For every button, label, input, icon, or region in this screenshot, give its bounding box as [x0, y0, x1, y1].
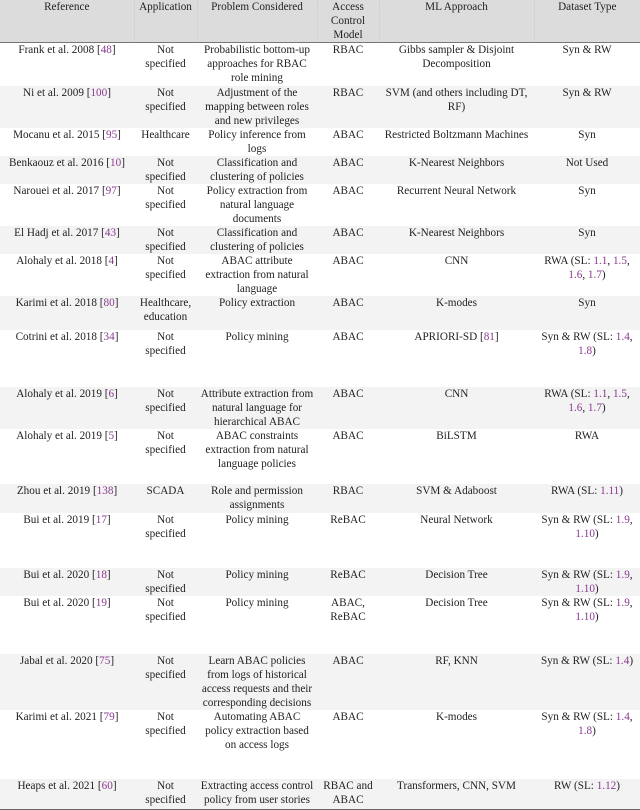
cell-reference: Cotrini et al. 2018 [34] — [15, 330, 119, 343]
reference-name: Heaps et al. 2021 — [17, 779, 96, 792]
table-row — [0, 710, 640, 779]
ml-approach-text: Decision Tree — [425, 596, 488, 609]
citation-link[interactable]: 97 — [105, 184, 117, 197]
cell-access-control-model: ABAC — [332, 128, 364, 141]
cell-reference: Bui et al. 2019 [17] — [23, 513, 111, 526]
table-row — [0, 128, 640, 156]
cell-problem: Policy extraction — [218, 296, 296, 309]
citation-link[interactable]: 34 — [103, 330, 115, 343]
reference-name: Alohaly et al. 2019 — [16, 429, 102, 442]
table-row — [0, 484, 640, 513]
reference-name: Benkaouz et al. 2016 — [9, 156, 104, 169]
cell-application: Not specified — [145, 184, 186, 211]
reference-name: Alohaly et al. 2018 — [16, 254, 102, 267]
cell-access-control-model: ABAC — [332, 710, 364, 723]
cell-dataset-type: Syn & RW (SL: 1.4, 1.8) — [541, 330, 633, 357]
dataset-type-text: Not Used — [565, 156, 609, 169]
cell-ml-approach — [379, 568, 534, 596]
table-row — [0, 387, 640, 429]
dataset-type-text: Syn — [578, 128, 596, 141]
cell-access-control-model: ABAC — [332, 429, 364, 442]
reference-name: Ni et al. 2009 — [23, 86, 84, 99]
citation-link[interactable]: 81 — [483, 330, 495, 343]
cell-application: Not specified — [145, 513, 186, 540]
cell-application: Not specified — [145, 596, 186, 623]
cell-application: Not specified — [145, 44, 186, 70]
cell-application: SCADA — [146, 484, 185, 497]
dataset-type-text: Syn & RW — [541, 710, 591, 723]
cell-reference: Bui et al. 2020 [18] — [23, 568, 111, 581]
cell-dataset-type — [534, 184, 640, 226]
cell-access-control-model: ReBAC — [330, 513, 366, 526]
citation-link[interactable]: 80 — [103, 296, 115, 309]
header-problem: Problem Considered — [197, 0, 317, 43]
section-link[interactable]: 1.1 — [593, 387, 608, 400]
section-link[interactable]: 1.9 — [615, 568, 630, 581]
reference-name: Karimi et al. 2021 — [15, 710, 97, 723]
cell-problem: Adjustment of the mapping between roles and new privileges — [205, 86, 309, 127]
cell-reference: Heaps et al. 2021 [60] — [17, 779, 117, 792]
cell-application: Not specified — [145, 86, 186, 113]
ml-approach-text: SVM (and others including DT, RF) — [385, 86, 528, 113]
cell-dataset-type: Syn & RW (SL: 1.9, 1.10) — [541, 596, 633, 623]
cell-access-control-model: ABAC — [332, 654, 364, 667]
dataset-type-text: RWA — [544, 387, 568, 400]
dataset-type-text: Syn & RW — [541, 596, 591, 609]
citation-link[interactable]: 48 — [100, 44, 112, 56]
cell-application: Not specified — [145, 710, 186, 737]
section-link[interactable]: 1.9 — [615, 596, 630, 609]
cell-problem: Automating ABAC policy extraction based on access logs — [205, 710, 309, 751]
dataset-type-text: RWA — [544, 254, 568, 267]
cell-problem: Role and permission assignments — [211, 484, 303, 511]
cell-ml-approach — [379, 184, 534, 226]
cell-problem: ABAC attribute extraction from natural language — [205, 254, 309, 295]
cell-dataset-type: RWA (SL: 1.1, 1.5, 1.6, 1.7) — [544, 387, 630, 414]
cell-reference: Alohaly et al. 2019 [5] — [16, 429, 118, 442]
cell-ml-approach — [379, 43, 534, 86]
ml-approach-text: Transformers, CNN, SVM — [397, 779, 516, 792]
cell-reference: Bui et al. 2020 [19] — [23, 596, 111, 609]
cell-ml-approach — [379, 226, 534, 254]
cell-problem: Attribute extraction from natural language for hierarchical ABAC — [200, 387, 314, 428]
citation-link[interactable]: 43 — [104, 226, 117, 239]
reference-name: Jabal et al. 2020 — [19, 654, 93, 667]
cell-reference: Ni et al. 2009 [100] — [23, 86, 111, 99]
citation-link[interactable]: 18 — [95, 568, 107, 581]
cell-reference: Alohaly et al. 2018 [4] — [16, 254, 118, 267]
cell-problem: Extracting access control policy from user stories — [200, 779, 314, 806]
cell-access-control-model: ABAC — [332, 330, 364, 343]
header-dataset-type: Dataset Type — [534, 0, 640, 43]
cell-problem: Policy mining — [225, 330, 289, 343]
ml-approach-text: CNN — [444, 387, 469, 400]
cell-application: Not specified — [145, 330, 186, 357]
section-link[interactable]: 1.8 — [578, 344, 593, 357]
table-row — [0, 43, 640, 86]
reference-name: Frank et al. 2008 — [18, 44, 95, 56]
citation-link[interactable]: 19 — [95, 596, 107, 609]
citation-link[interactable]: 5 — [108, 429, 115, 442]
cell-access-control-model: ABAC — [332, 254, 364, 267]
section-link[interactable]: 1.8 — [578, 724, 593, 737]
ml-approach-text: K-modes — [435, 710, 477, 723]
citation-link[interactable]: 10 — [110, 156, 122, 169]
table-row — [0, 596, 640, 654]
dataset-type-text: RWA — [574, 429, 600, 442]
cell-dataset-type: RWA (SL: 1.11) — [550, 484, 623, 497]
ml-approach-text: K-modes — [435, 296, 477, 309]
cell-reference: Karimi et al. 2021 [79] — [15, 710, 119, 723]
table-row — [0, 568, 640, 596]
cell-problem: Policy mining — [225, 596, 289, 609]
cell-access-control-model: RBAC — [332, 86, 364, 99]
cell-application: Not specified — [145, 654, 186, 681]
reference-name: Cotrini et al. 2018 — [15, 330, 97, 343]
cell-dataset-type — [534, 86, 640, 128]
ml-approach-text: APRIORI-SD — [414, 330, 478, 343]
section-link[interactable]: 1.7 — [587, 268, 602, 281]
citation-link[interactable]: 75 — [99, 654, 111, 667]
citation-link[interactable]: 6 — [108, 387, 115, 400]
cell-ml-approach — [379, 296, 534, 330]
dataset-type-text: Syn & RW — [541, 330, 591, 343]
cell-access-control-model: ABAC — [332, 226, 364, 239]
dataset-type-text: Syn & RW — [540, 654, 590, 667]
cell-dataset-type: RWA (SL: 1.1, 1.5, 1.6, 1.7) — [544, 254, 630, 281]
reference-name: Zhou et al. 2019 — [16, 484, 91, 497]
cell-ml-approach: APRIORI-SD [81] — [414, 330, 499, 343]
reference-name: Karimi et al. 2018 — [15, 296, 97, 309]
reference-name: Bui et al. 2019 — [23, 513, 90, 526]
header-application: Application — [134, 0, 197, 43]
cell-dataset-type: Syn & RW (SL: 1.4) — [540, 654, 634, 667]
table-row — [0, 779, 640, 810]
section-link[interactable]: 1.7 — [587, 401, 602, 414]
dataset-type-text: Syn & RW — [562, 86, 612, 99]
ml-approach-text: RF, KNN — [435, 654, 478, 667]
reference-name: Bui et al. 2020 — [23, 596, 90, 609]
ml-approach-text: Neural Network — [420, 513, 493, 526]
cell-access-control-model: RBAC and ABAC — [323, 779, 373, 806]
cell-application: Not specified — [145, 568, 186, 595]
section-link[interactable]: 1.10 — [575, 582, 595, 595]
section-link[interactable]: 1.5 — [612, 254, 627, 267]
cell-application: Not specified — [145, 429, 186, 456]
cell-ml-approach — [379, 387, 534, 429]
citation-link[interactable]: 17 — [95, 513, 107, 526]
cell-application: Not specified — [145, 779, 186, 806]
cell-ml-approach — [379, 654, 534, 710]
cell-ml-approach — [379, 513, 534, 568]
cell-dataset-type: RW (SL: 1.12) — [554, 779, 620, 792]
table-row — [0, 156, 640, 184]
section-link[interactable]: 1.4 — [615, 330, 630, 343]
cell-ml-approach — [379, 596, 534, 654]
cell-reference: Mocanu et al. 2015 [95] — [13, 128, 121, 141]
section-link[interactable]: 1.4 — [615, 654, 630, 667]
reference-name: Narouei et al. 2017 — [13, 184, 100, 197]
cell-dataset-type: Syn & RW (SL: 1.4, 1.8) — [541, 710, 633, 737]
cell-ml-approach — [379, 128, 534, 156]
dataset-type-text: RWA — [550, 484, 575, 497]
header-access-control-model: Access Control Model — [317, 0, 379, 43]
table-header — [0, 0, 640, 43]
cell-reference: Frank et al. 2008 [48] — [18, 44, 116, 56]
table-row — [0, 296, 640, 330]
ml-approach-text: K-Nearest Neighbors — [408, 156, 505, 169]
cell-reference: Jabal et al. 2020 [75] — [19, 654, 115, 667]
dataset-type-text: Syn & RW — [541, 513, 591, 526]
dataset-type-text: Syn — [578, 296, 596, 309]
reference-name: Alohaly et al. 2019 — [16, 387, 102, 400]
cell-ml-approach — [379, 710, 534, 779]
ml-approach-text: Decision Tree — [425, 568, 488, 581]
cell-reference: El Hadj et al. 2017 [43] — [14, 226, 120, 239]
table-row — [0, 654, 640, 710]
cell-access-control-model: RBAC — [332, 484, 364, 497]
ml-approach-text: CNN — [444, 254, 469, 267]
cell-ml-approach — [379, 429, 534, 484]
cell-dataset-type — [534, 429, 640, 484]
section-link[interactable]: 1.4 — [615, 710, 630, 723]
cell-problem: Policy inference from logs — [208, 128, 306, 155]
ml-approach-text: Restricted Boltzmann Machines — [384, 128, 529, 141]
header-row — [0, 0, 640, 43]
cell-reference: Zhou et al. 2019 [138] — [16, 484, 118, 497]
reference-name: El Hadj et al. 2017 — [14, 226, 99, 239]
citation-link[interactable]: 138 — [96, 484, 114, 497]
cell-dataset-type — [534, 296, 640, 330]
cell-problem: Learn ABAC policies from logs of historical access requests and their corresponding decisions — [201, 654, 313, 709]
table-body — [0, 43, 640, 810]
section-link[interactable]: 1.5 — [612, 387, 627, 400]
section-link[interactable]: 1.6 — [568, 401, 583, 414]
cell-dataset-type — [534, 128, 640, 156]
cell-ml-approach — [379, 156, 534, 184]
cell-dataset-type — [534, 226, 640, 254]
dataset-type-text: Syn — [578, 184, 596, 197]
section-link[interactable]: 1.12 — [596, 779, 617, 792]
table-row — [0, 429, 640, 484]
cell-problem: Probabilistic bottom-up approaches for RBAC role mining — [204, 44, 310, 84]
cell-dataset-type — [534, 43, 640, 86]
table-row — [0, 254, 640, 296]
section-link[interactable]: 1.9 — [615, 513, 630, 526]
dataset-type-text: Syn & RW — [562, 44, 612, 56]
section-link[interactable]: 1.11 — [600, 484, 620, 497]
reference-name: Bui et al. 2020 — [23, 568, 90, 581]
cell-problem: Classification and clustering of policies — [210, 226, 304, 253]
ml-approach-text: BiLSTM — [436, 429, 477, 442]
citation-link[interactable]: 95 — [105, 128, 118, 141]
dataset-type-text: Syn — [578, 226, 596, 239]
cell-access-control-model: ABAC — [332, 387, 364, 400]
cell-ml-approach — [379, 779, 534, 810]
section-link[interactable]: 1.6 — [568, 268, 583, 281]
cell-dataset-type: Syn & RW (SL: 1.9, 1.10) — [541, 568, 633, 595]
cell-problem: Classification and clustering of policies — [210, 156, 304, 183]
cell-application: Not specified — [145, 156, 186, 183]
cell-application: Not specified — [145, 254, 186, 281]
cell-problem: ABAC constraints extraction from natural language policies — [205, 429, 309, 470]
ml-approach-text: Recurrent Neural Network — [396, 184, 517, 197]
cell-access-control-model: ABAC — [332, 296, 364, 309]
dataset-type-text: RW — [554, 779, 572, 792]
table-row — [0, 86, 640, 128]
cell-reference: Narouei et al. 2017 [97] — [13, 184, 121, 197]
header-ml-approach: ML Approach — [379, 0, 534, 43]
citation-link[interactable]: 100 — [90, 86, 108, 99]
ml-approach-text: SVM & Adaboost — [416, 484, 497, 497]
cell-access-control-model: RBAC — [332, 44, 364, 56]
citation-link[interactable]: 4 — [108, 254, 115, 267]
cell-dataset-type — [534, 156, 640, 184]
citation-link[interactable]: 79 — [103, 710, 115, 723]
cell-access-control-model: ABAC, ReBAC — [330, 596, 366, 623]
cell-dataset-type: Syn & RW (SL: 1.9, 1.10) — [541, 513, 633, 540]
cell-problem: Policy mining — [225, 513, 289, 526]
table-row — [0, 330, 640, 387]
cell-problem: Policy mining — [225, 568, 289, 581]
dataset-type-text: Syn & RW — [541, 568, 591, 581]
reference-name: Mocanu et al. 2015 — [13, 128, 100, 141]
section-link[interactable]: 1.10 — [575, 610, 595, 623]
table-row — [0, 226, 640, 254]
cell-reference: Alohaly et al. 2019 [6] — [16, 387, 118, 400]
citation-link[interactable]: 60 — [101, 779, 113, 792]
cell-reference: Karimi et al. 2018 [80] — [15, 296, 119, 309]
cell-application: Healthcare, education — [139, 296, 192, 323]
ml-approach-text: Gibbs sampler & Disjoint Decomposition — [398, 44, 515, 70]
cell-ml-approach — [379, 484, 534, 513]
section-link[interactable]: 1.1 — [593, 254, 608, 267]
cell-application: Not specified — [145, 226, 186, 253]
cell-problem: Policy extraction from natural language documents — [206, 184, 308, 225]
cell-reference: Benkaouz et al. 2016 [10] — [9, 156, 125, 169]
cell-application: Healthcare — [141, 128, 190, 141]
cell-ml-approach — [379, 254, 534, 296]
cell-ml-approach — [379, 86, 534, 128]
cell-access-control-model: ReBAC — [330, 568, 366, 581]
header-reference: Reference — [44, 1, 90, 13]
ml-approach-text: K-Nearest Neighbors — [408, 226, 505, 239]
cell-access-control-model: ABAC — [332, 156, 364, 169]
section-link[interactable]: 1.10 — [575, 527, 595, 540]
cell-access-control-model: ABAC — [332, 184, 364, 197]
table-row — [0, 184, 640, 226]
cell-application: Not specified — [145, 387, 186, 414]
table-row — [0, 513, 640, 568]
